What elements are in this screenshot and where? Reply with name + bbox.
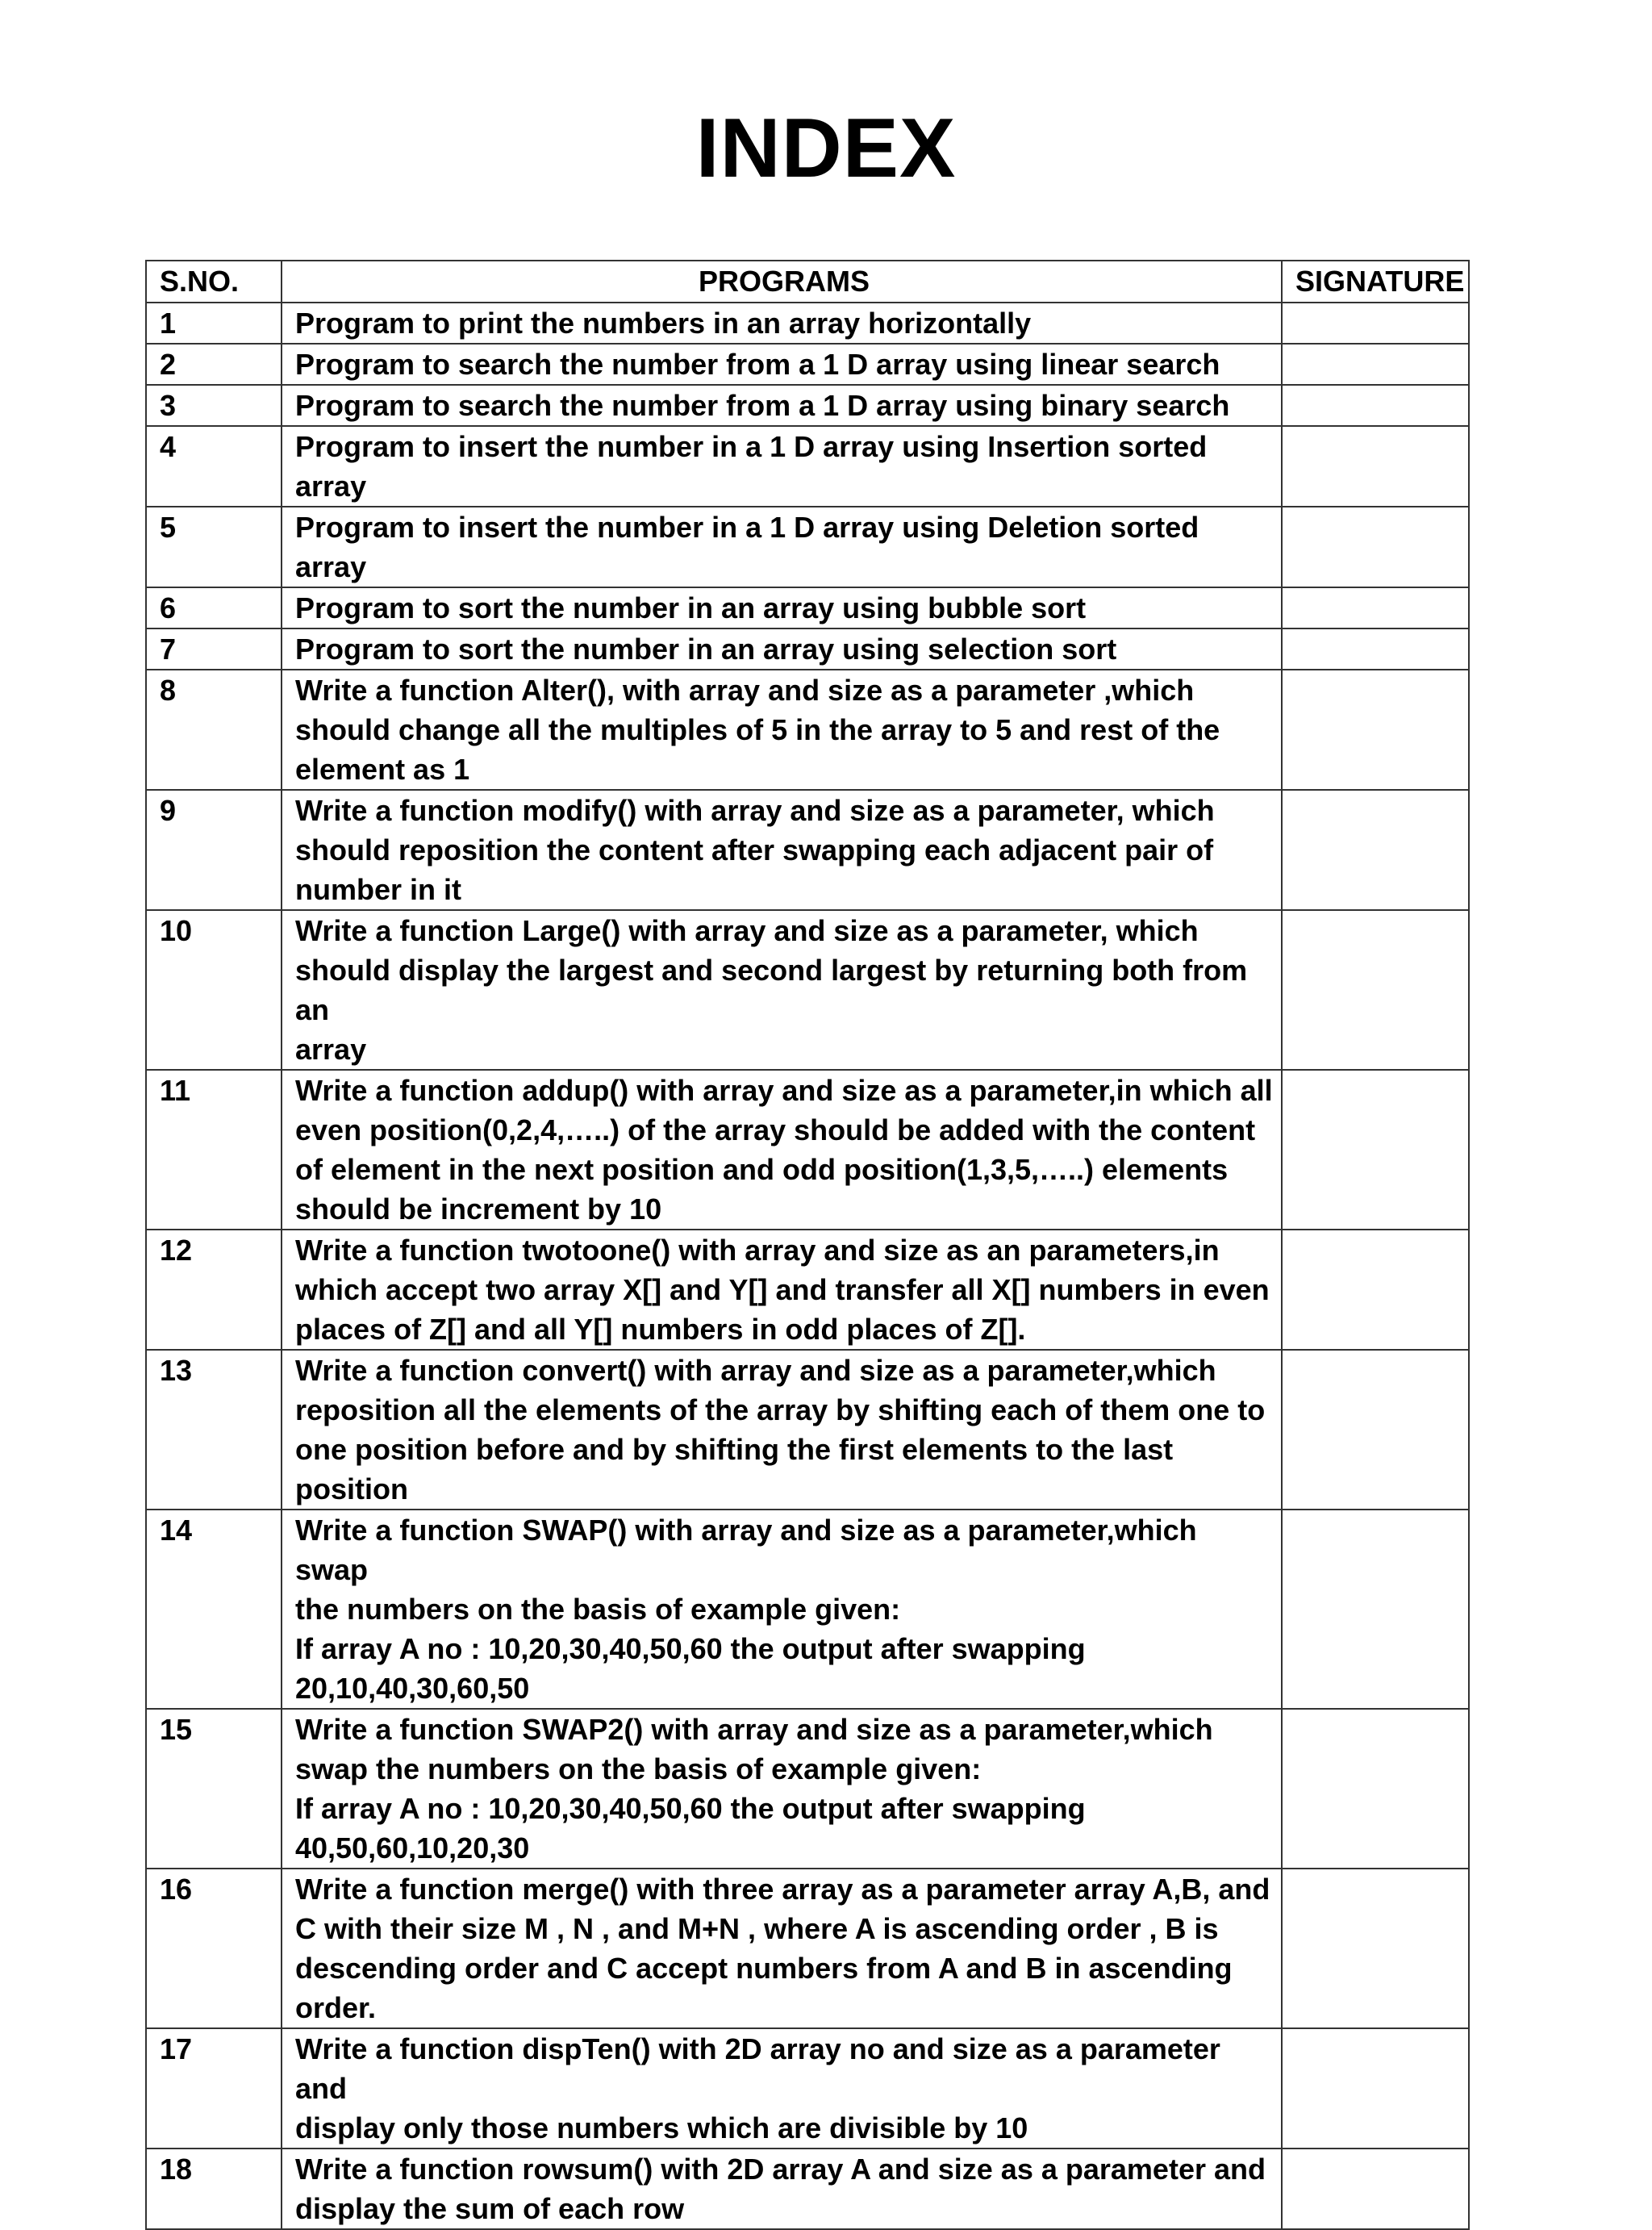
- signature-cell: [1282, 1869, 1469, 2028]
- table-header-row: [146, 261, 1469, 303]
- header-sno: S.NO.: [146, 261, 282, 303]
- sno-cell: 11: [146, 1070, 282, 1230]
- table-row: [146, 910, 1469, 1070]
- signature-cell: [1282, 790, 1469, 910]
- table-row: [146, 1709, 1469, 1869]
- sno-cell: 1: [146, 303, 282, 344]
- program-cell: Write a function convert() with array and size as a parameter,which reposition all the elements of the array by shifting each of them one to one position before and by shifting the first elements to the last position: [282, 1350, 1282, 1510]
- sno-cell: 16: [146, 1869, 282, 2028]
- sno-cell: 12: [146, 1230, 282, 1350]
- table-row: [146, 628, 1469, 670]
- signature-cell: [1282, 426, 1469, 507]
- sno-cell: 14: [146, 1510, 282, 1709]
- program-cell: Program to insert the number in a 1 D array using Deletion sorted array: [282, 507, 1282, 587]
- signature-cell: [1282, 2149, 1469, 2229]
- table-row: [146, 344, 1469, 385]
- table-row: [146, 303, 1469, 344]
- signature-cell: [1282, 1230, 1469, 1350]
- program-cell: Program to sort the number in an array using bubble sort: [282, 587, 1282, 628]
- sno-cell: 5: [146, 507, 282, 587]
- sno-cell: 15: [146, 1709, 282, 1869]
- program-cell: Program to search the number from a 1 D array using linear search: [282, 344, 1282, 385]
- table-row: [146, 507, 1469, 587]
- table-row: [146, 1869, 1469, 2028]
- program-cell: Program to sort the number in an array using selection sort: [282, 628, 1282, 670]
- signature-cell: [1282, 1510, 1469, 1709]
- signature-cell: [1282, 1070, 1469, 1230]
- signature-cell: [1282, 1350, 1469, 1510]
- program-cell: Program to print the numbers in an array horizontally: [282, 303, 1282, 344]
- signature-cell: [1282, 507, 1469, 587]
- sno-cell: 2: [146, 344, 282, 385]
- sno-cell: 17: [146, 2028, 282, 2149]
- header-signature: SIGNATURE: [1282, 261, 1469, 303]
- program-cell: Write a function Large() with array and size as a parameter, which should display the largest and second largest by returning both from an array: [282, 910, 1282, 1070]
- sno-cell: 13: [146, 1350, 282, 1510]
- sno-cell: 7: [146, 628, 282, 670]
- sno-cell: 10: [146, 910, 282, 1070]
- table-row: [146, 2149, 1469, 2229]
- signature-cell: [1282, 628, 1469, 670]
- signature-cell: [1282, 587, 1469, 628]
- table-row: [146, 790, 1469, 910]
- program-cell: Write a function SWAP() with array and size as a parameter,which swap the numbers on the basis of example given: If array A no : 10,20,30,40,50,60 the output after swapping 20,10,40,30,60,50: [282, 1510, 1282, 1709]
- program-cell: Write a function rowsum() with 2D array A and size as a parameter and display the sum of each row: [282, 2149, 1282, 2229]
- sno-cell: 4: [146, 426, 282, 507]
- table-row: [146, 1510, 1469, 1709]
- program-cell: Write a function addup() with array and size as a parameter,in which all even position(0,2,4,…..) of the array should be added with the content of element in the next position and odd position(1,3,5,…..) elements should be increment by 10: [282, 1070, 1282, 1230]
- signature-cell: [1282, 385, 1469, 426]
- table-row: [146, 587, 1469, 628]
- table-row: [146, 385, 1469, 426]
- table-row: [146, 2028, 1469, 2149]
- program-cell: Write a function modify() with array and size as a parameter, which should reposition the content after swapping each adjacent pair of number in it: [282, 790, 1282, 910]
- index-table: [145, 260, 1470, 2230]
- program-cell: Program to insert the number in a 1 D array using Insertion sorted array: [282, 426, 1282, 507]
- header-programs: PROGRAMS: [282, 261, 1282, 303]
- signature-cell: [1282, 2028, 1469, 2149]
- table-row: [146, 1070, 1469, 1230]
- sno-cell: 8: [146, 670, 282, 790]
- program-cell: Write a function SWAP2() with array and size as a parameter,which swap the numbers on the basis of example given: If array A no : 10,20,30,40,50,60 the output after swapping 40,50,60,10,20,30: [282, 1709, 1282, 1869]
- table-row: [146, 426, 1469, 507]
- table-row: [146, 670, 1469, 790]
- table-row: [146, 1350, 1469, 1510]
- signature-cell: [1282, 1709, 1469, 1869]
- signature-cell: [1282, 344, 1469, 385]
- sno-cell: 18: [146, 2149, 282, 2229]
- signature-cell: [1282, 670, 1469, 790]
- sno-cell: 9: [146, 790, 282, 910]
- page-title: INDEX: [695, 102, 957, 195]
- program-cell: Program to search the number from a 1 D array using binary search: [282, 385, 1282, 426]
- signature-cell: [1282, 910, 1469, 1070]
- signature-cell: [1282, 303, 1469, 344]
- program-cell: Write a function dispTen() with 2D array no and size as a parameter and display only those numbers which are divisible by 10: [282, 2028, 1282, 2149]
- table-row: [146, 1230, 1469, 1350]
- sno-cell: 6: [146, 587, 282, 628]
- program-cell: Write a function twotoone() with array and size as an parameters,in which accept two array X[] and Y[] and transfer all X[] numbers in even places of Z[] and all Y[] numbers in odd places of Z[].: [282, 1230, 1282, 1350]
- sno-cell: 3: [146, 385, 282, 426]
- program-cell: Write a function Alter(), with array and size as a parameter ,which should change all the multiples of 5 in the array to 5 and rest of the element as 1: [282, 670, 1282, 790]
- program-cell: Write a function merge() with three array as a parameter array A,B, and C with their size M , N , and M+N , where A is ascending order , B is descending order and C accept numbers from A and B in ascending order.: [282, 1869, 1282, 2028]
